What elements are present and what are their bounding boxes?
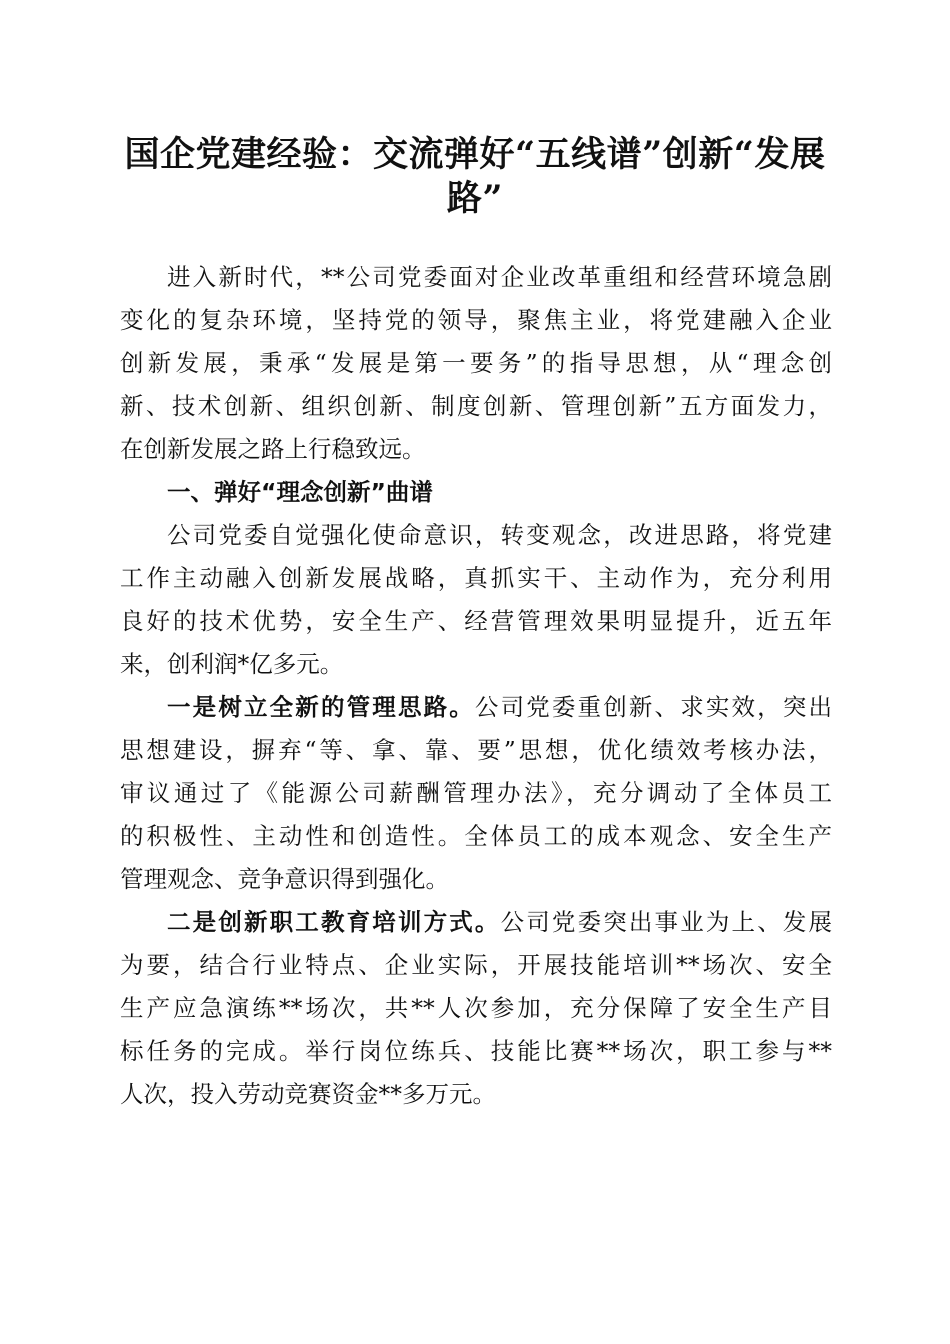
paragraph-line: 公司党委自觉强化使命意识，转变观念，改进思路，将党建 bbox=[167, 521, 832, 549]
paragraph-line: 创新发展，秉承“发展是第一要务”的指导思想，从“理念创 bbox=[120, 349, 832, 377]
paragraph-line: 进入新时代，**公司党委面对企业改革重组和经营环境急剧 bbox=[167, 263, 832, 291]
paragraph-line bbox=[120, 686, 832, 729]
paragraph-line: 管理观念、竞争意识得到强化。 bbox=[120, 865, 449, 893]
paragraph-line: 的积极性、主动性和创造性。全体员工的成本观念、安全生产 bbox=[120, 822, 832, 850]
point1-paragraph bbox=[120, 686, 832, 901]
paragraph-line: 为要，结合行业特点、企业实际，开展技能培训**场次、安全 bbox=[120, 951, 832, 979]
paragraph-line: 人次，投入劳动竞赛资金**多万元。 bbox=[120, 1080, 496, 1108]
paragraph-line: 工作主动融入创新发展战略，真抓实干、主动作为，充分利用 bbox=[120, 564, 832, 592]
paragraph-line: 审议通过了《能源公司薪酬管理办法》，充分调动了全体员工 bbox=[120, 779, 832, 807]
document-title: 国企党建经验：交流弹好“五线谱”创新“发展路” bbox=[124, 134, 826, 219]
paragraph-line: 在创新发展之路上行稳致远。 bbox=[120, 435, 426, 463]
paragraph-line: 生产应急演练**场次，共**人次参加，充分保障了安全生产目 bbox=[120, 994, 832, 1022]
paragraph-line: 标任务的完成。举行岗位练兵、技能比赛**场次，职工参与** bbox=[120, 1037, 832, 1065]
paragraph-line: 思想建设，摒弃“等、拿、靠、要”思想，优化绩效考核办法， bbox=[120, 736, 832, 764]
point-text: 公司党委重创新、求实效，突出 bbox=[474, 693, 833, 721]
section1-paragraph bbox=[120, 514, 832, 686]
point-text: 公司党委突出事业为上、发展 bbox=[500, 908, 833, 936]
paragraph-line: 变化的复杂环境，坚持党的领导，聚焦主业，将党建融入企业 bbox=[120, 306, 832, 334]
paragraph-line: 来，创利润*亿多元。 bbox=[120, 650, 344, 678]
paragraph-line: 良好的技术优势，安全生产、经营管理效果明显提升，近五年 bbox=[120, 607, 832, 635]
paragraph-line: 新、技术创新、组织创新、制度创新、管理创新”五方面发力， bbox=[120, 392, 832, 420]
point-lead: 二是创新职工教育培训方式。 bbox=[167, 908, 501, 936]
point-lead: 一是树立全新的管理思路。 bbox=[167, 693, 475, 721]
point2-paragraph bbox=[120, 901, 832, 1116]
paragraph-line bbox=[120, 901, 832, 944]
intro-paragraph bbox=[120, 256, 832, 471]
section-heading: 一、弹好“理念创新”曲谱 bbox=[167, 478, 433, 506]
document-body bbox=[120, 256, 832, 1116]
